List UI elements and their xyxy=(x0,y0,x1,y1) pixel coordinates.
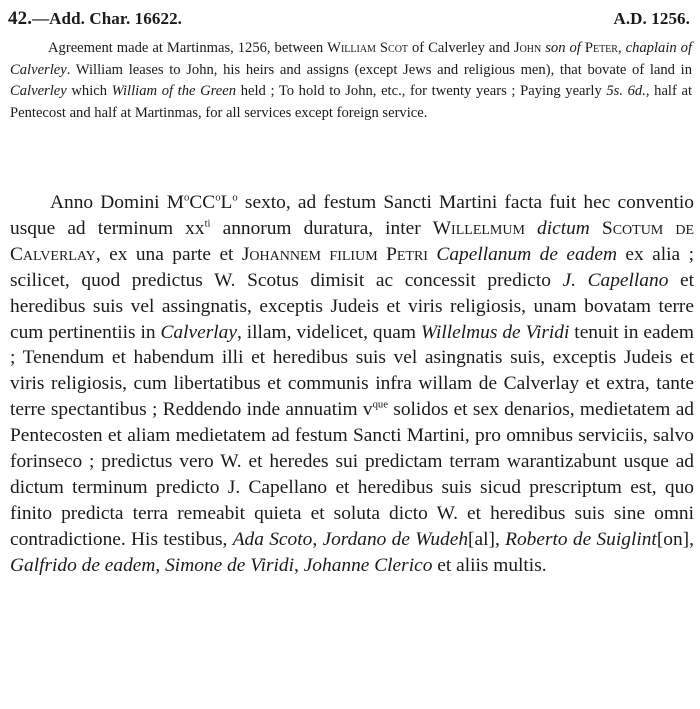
latin-text-run: , xyxy=(294,554,304,576)
name-william-scot: William Scot xyxy=(327,40,409,56)
summary-text: Agreement made at Martinmas, 1256, between xyxy=(48,40,328,56)
charter-heading xyxy=(8,8,182,30)
name-willelmum: Willelmum xyxy=(432,217,525,239)
latin-text-run: CC xyxy=(189,192,216,213)
latin-text-run: , xyxy=(312,528,323,550)
english-summary xyxy=(10,38,692,124)
charter-date: A.D. 1256. xyxy=(613,9,690,28)
name-willelmus-de-viridi: Willelmus de Viridi xyxy=(420,321,570,343)
bracket-on: [on] xyxy=(656,528,690,550)
latin-text-run: , ex una parte et xyxy=(95,243,242,265)
heading-dash: — xyxy=(32,9,50,28)
chaplain-of-calverley: chaplain of Calverley xyxy=(10,40,692,78)
latin-text-run: Anno Domini M xyxy=(50,192,184,213)
latin-paragraph xyxy=(10,190,694,579)
charter-header xyxy=(8,8,690,30)
son-of: son of xyxy=(545,40,581,56)
charter-number: 42. xyxy=(8,8,33,29)
witness-johanne-clerico: Johanne Clerico xyxy=(303,554,433,576)
name-william-of-the-green: William of the Green xyxy=(111,83,237,100)
latin-text xyxy=(10,190,694,579)
name-john: John xyxy=(513,40,542,56)
latin-text-run: , illam, videlicet, quam xyxy=(236,321,421,343)
superscript: ti xyxy=(204,217,211,230)
name-scotum-de-calverlay: Scotum de Calverlay xyxy=(10,217,694,265)
name-peter: Peter xyxy=(584,40,618,56)
latin-text-run: , xyxy=(155,554,166,576)
place-calverley: Calverley xyxy=(10,83,67,100)
latin-text-run: et aliis multis. xyxy=(432,554,547,576)
bracket-al: [al] xyxy=(468,528,495,550)
latin-text-run: et heredibus suis vel assingnatis, exceptis Judeis et viris religiosis, unam bovatam terre cum pertinentiis in xyxy=(10,269,694,343)
summary-text: , half at Pentecost and half at Martinmas, for all services except foreign service. xyxy=(10,83,692,121)
superscript: que xyxy=(372,398,388,411)
witness-ada-scoto: Ada Scoto xyxy=(232,528,313,550)
name-johannem-filium-petri: Johannem filium Petri xyxy=(241,243,428,265)
word-dictum: dictum xyxy=(537,217,590,239)
charter-reference: Add. Char. 16622. xyxy=(49,9,183,28)
latin-text-run: , xyxy=(689,528,694,550)
witness-roberto: Roberto de Suiglint xyxy=(505,528,657,550)
latin-text-run: ex alia ; scilicet, quod predictus W. Scotus dimisit ac concessit predicto xyxy=(10,243,694,291)
summary-text: of Calverley and xyxy=(408,40,514,56)
summary-text: . William leases to John, his heirs and assigns (except Jews and religious men), that bovate of land in xyxy=(66,61,692,78)
latin-text-run: sexto, ad festum Sancti Martini facta fuit hec conventio usque ad terminum xx xyxy=(10,192,695,239)
superscript: o xyxy=(232,191,238,204)
summary-text: which xyxy=(66,83,112,100)
witness-jordano: Jordano de Wudeh xyxy=(322,528,469,550)
latin-text-run: solidos et sex denarios, medietatem ad Pentecosten et aliam medietatem ad festum Sancti Martini, pro omnibus serviciis, salvo forinseco ; predictus vero W. et heredes sui predictam terram warantizabunt usque ad dictum terminum predicto J. Capellano et heredibus suis sicud prescriptum est, quo finito predicta terra remeabit quieta et soluta dicto W. et heredibus suis sine omni contradictione. His testibus, xyxy=(10,399,695,550)
name-j-capellano: J. Capellano xyxy=(562,269,669,291)
superscript: o xyxy=(215,191,221,204)
summary-paragraph xyxy=(10,38,692,124)
summary-text: held ; To hold to John, etc., for twenty years ; Paying yearly xyxy=(236,83,607,100)
witness-simone: Simone de Viridi xyxy=(165,554,294,576)
witness-galfrido: Galfrido de eadem xyxy=(10,554,156,576)
latin-text-run xyxy=(590,218,602,239)
latin-text-run: , xyxy=(494,528,506,550)
superscript: o xyxy=(184,191,190,204)
latin-text-run: annorum duratura, inter xyxy=(210,217,433,239)
latin-text-run: L xyxy=(220,192,233,213)
rent-amount: 5s. 6d. xyxy=(606,83,646,100)
capellanum-de-eadem: Capellanum de eadem xyxy=(436,243,617,265)
place-calverlay: Calverlay xyxy=(160,321,237,343)
latin-text-run: tenuit in eadem ; Tenendum et habendum illi et heredibus suis vel asingnatis suis, exceptis Judeis et viris religiosis, cum libertatibus et communis infra willam de Calverlay et extra, tante terre spectantibus ; Reddendo inde annuatim v xyxy=(10,321,694,421)
summary-text: , xyxy=(617,40,626,56)
latin-text-run xyxy=(525,218,537,239)
